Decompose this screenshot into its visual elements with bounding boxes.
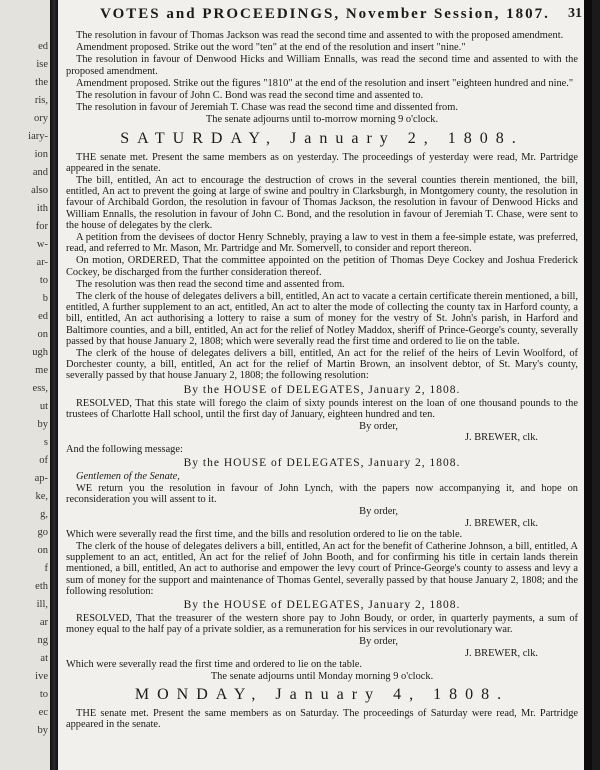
previous-page-fragment: eth [35,581,48,592]
paragraph: On motion, ORDERED, That the committee appointed on the petition of Thomas Deye Cockey and Joshua Frederick Cockey, be discharged from the further consideration thereof. [66,255,578,278]
previous-page-fragment: ive [35,671,48,682]
paragraph: The clerk of the house of delegates delivers a bill, entitled, An act for the benefit of Catherine Johnson, a bill, entitled, A supplement to an act, entitled, An act for the relief of John Booth, and for confirming his title in certain lands therein mentioned, a bill, entitled, An act to authorise and empower the levy court of Prince-George's county to assess and levy a sum of money for the support and maintenance of Thomas Gentel, severally passed by that house January 2, 1808; and the following resolution: [66,540,578,597]
paragraph: Which were severally read the first time and ordered to lie on the table. [66,658,363,670]
paragraph: The clerk of the house of delegates delivers a bill, entitled, An act for the relief of the heirs of Levin Woolford, of Dorchester county, a bill, entitled, An act for the relief of Martin Brown, an insolvent debtor, of St. Mary's county, severally passed by that house January 2, 1808; the following resolution: [66,348,578,382]
top-line: Amendment proposed. Strike out the word "ten" at the end of the resolution and insert "nine." [76,42,466,54]
previous-page-fragment: to [39,689,48,700]
top-line: Amendment proposed. Strike out the figures "1810" at the end of the resolution and insert "eighteen hundred and nine." [76,77,574,89]
previous-page-fragment: and [32,167,48,178]
previous-page-fragment: the [35,77,48,88]
paragraph: Which were severally read the first time, and the bills and resolution ordered to lie on the table. [66,528,463,540]
top-line: The resolution in favour of John C. Bond was read the second time and assented to. [76,90,424,102]
previous-page-fragment: ith [36,203,48,214]
previous-page-fragment: by [37,419,48,430]
paragraph: The resolution was then read the second time and assented from. [76,278,345,290]
paragraph: THE senate met. Present the same members as on yesterday. The proceedings of yesterday were read, Mr. Partridge appeared in the senate. [66,151,578,174]
resolution: RESOLVED, That this state will forego the claim of sixty pounds interest on the loan of one thousand pounds to the trustees of Charlotte Hall school, until the first day of January, eighteen hundred and ten. [66,397,578,420]
paragraph: The bill, entitled, An act to encourage the destruction of crows in the several counties therein mentioned, the bill, entitled, An act to prevent the going at large of swine and poultry in Clarksburgh, in Montgomery county, the resolution in favour of Archibald Gordon, the resolution in favour of Thomas Jackson, the resolution in favour of Denwood Hicks and William Ennalls, the resolution in favour of John C. Bond, and the resolution in favour of Jeremiah T. Chase, were sent to the house of delegates by the clerk. [66,175,578,231]
previous-page-fragment: w- [36,239,48,250]
top-line: The resolution in favour of Thomas Jackson was read the second time and assented to with the proposed amendment. [76,30,564,41]
by-order: By order, [359,636,398,648]
previous-page-fragment: me [35,365,48,376]
paragraph: A petition from the devisees of doctor Henry Schnebly, praying a law to vest in them a fee-simple estate, was preferred, read, and referred to Mr. Mason, Mr. Partridge and Mr. Somervell, to consider and report thereon. [66,232,578,255]
page-edge-shadow [584,0,592,770]
previous-page-fragment: ke, [35,491,48,502]
previous-page-fragment: ris, [34,95,48,106]
resolution: RESOLVED, That the treasurer of the western shore pay to John Boudy, or order, in quarterly payments, a sum of money equal to the half pay of a private soldier, as a remuneration for his services in our revolutionary war. [66,612,578,636]
previous-page-fragment: ed [38,311,48,322]
previous-page-margin [0,0,52,770]
previous-page-fragment: on [37,545,48,556]
previous-page-fragment: iary- [28,131,48,142]
house-heading: By the HOUSE of DELEGATES, January 2, 1808. [183,456,461,469]
house-heading: By the HOUSE of DELEGATES, January 2, 1808. [183,383,461,396]
by-order: By order, [359,421,398,433]
previous-page-fragment: ess, [32,383,48,394]
clerk-signature: J. BREWER, clk. [464,647,538,659]
saturday-heading: SATURDAY, January 2, 1808. [120,129,524,147]
salutation: Gentlemen of the Senate, [76,470,180,482]
previous-page-fragment: ise [36,59,48,70]
previous-page-fragment: ugh [32,347,48,358]
previous-page-fragment: ory [34,113,48,124]
previous-page-fragment: g, [40,509,48,520]
previous-page-fragment: by [37,725,48,736]
page-header [58,6,592,28]
top-line: The resolution in favour of Denwood Hicks and William Ennalls, was read the second time and assented to with the proposed amendment. [66,54,578,77]
previous-page-fragment: s [43,437,48,448]
previous-page-fragment: ill, [36,599,48,610]
previous-page-fragment: ap- [34,473,48,484]
page-title: VOTES and PROCEEDINGS, November Session, 1807. [100,6,550,22]
previous-page-fragment: ion [34,149,48,160]
document-page [58,0,592,770]
monday-heading: MONDAY, January 4, 1808. [134,686,510,704]
previous-page-fragment: on [37,329,48,340]
previous-page-fragment: ut [39,401,48,412]
house-heading: By the HOUSE of DELEGATES, January 2, 1808. [183,598,461,611]
clerk-signature: J. BREWER, clk. [464,517,538,529]
previous-page-fragment: at [40,653,48,664]
book-gutter [50,0,58,770]
top-line: The resolution in favour of Jeremiah T. Chase was read the second time and dissented from. [76,102,458,114]
previous-page-fragment: ng [37,635,48,646]
page-number: 31 [568,6,582,21]
previous-page-fragment: ar- [36,257,48,268]
previous-page-fragment: ed [38,41,48,52]
previous-page-fragment: ar [39,617,48,628]
previous-page-fragment: for [35,221,48,232]
adjournment-line: The senate adjourns until to-morrow morning 9 o'clock. [205,114,439,126]
adjournment-line: The senate adjourns until Monday morning 9 o'clock. [210,670,434,682]
previous-page-fragment: go [37,527,48,538]
previous-page-fragment: of [39,455,48,466]
paragraph: The clerk of the house of delegates delivers a bill, entitled, An act to vacate a certain certificate therein mentioned, a bill, entitled, A further supplement to an act, entitled, An act to alter the mode of collecting the county tax in Harford county, a bill, entitled, An act authorising a lottery to raise a sum of money for the vestry of St. John's parish, in Harford and Baltimore counties, and a bill, entitled, An act for the relief of Notley Maddox, sheriff of Prince-George's county, severally passed by that house January 2, 1808; which were severally read the first time and ordered to lie on the table. [66,291,578,347]
following-message: And the following message: [66,443,183,455]
page-body [66,30,578,732]
by-order: By order, [359,506,398,518]
previous-page-fragment: f [44,563,48,574]
previous-page-fragment: ec [38,707,48,718]
message: WE return you the resolution in favour of John Lynch, with the papers now accompanying it, and hope on reconsideration you will assent to it. [66,482,578,506]
previous-page-fragment: b [42,293,48,304]
paragraph: THE senate met. Present the same members as on Saturday. The proceedings of Saturday were read, Mr. Partridge appeared in the senate. [66,708,578,731]
previous-page-fragment: also [31,185,48,196]
previous-page-fragment: to [39,275,48,286]
clerk-signature: J. BREWER, clk. [464,432,538,444]
